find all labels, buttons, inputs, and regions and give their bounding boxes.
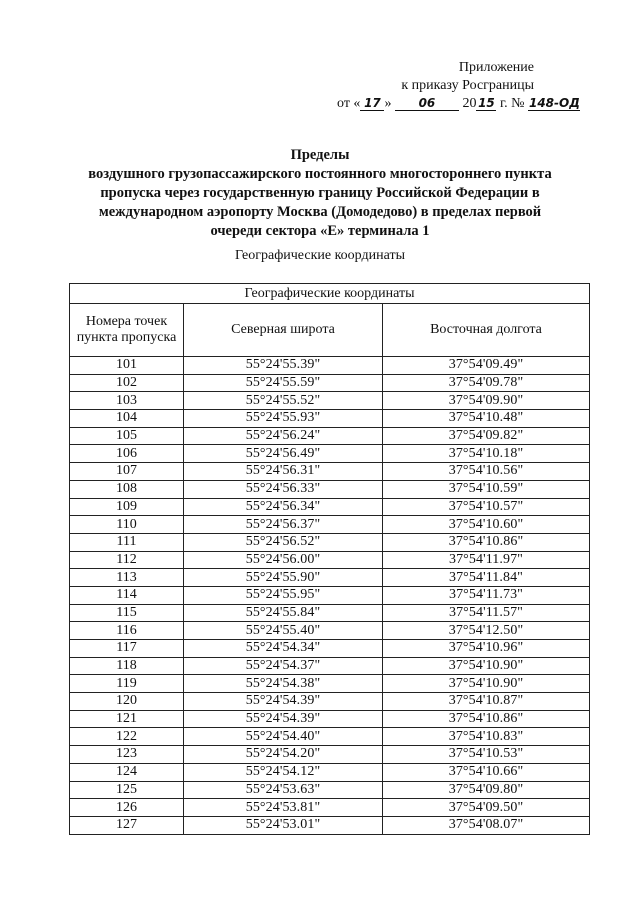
table-row: [70, 586, 590, 604]
title-line-5: очереди сектора «Е» терминала 1: [210, 223, 430, 239]
point-number-cell: 111: [70, 533, 184, 551]
longitude-cell: 37°54'12.50": [383, 622, 590, 640]
latitude-cell: 55°24'55.39": [184, 357, 383, 375]
point-number-cell: 104: [70, 410, 184, 428]
latitude-cell: 55°24'53.01": [184, 816, 383, 834]
point-number-cell: 121: [70, 710, 184, 728]
latitude-cell: 55°24'54.37": [184, 657, 383, 675]
handwritten-month: 06: [395, 97, 459, 111]
longitude-cell: 37°54'10.66": [383, 763, 590, 781]
latitude-cell: 55°24'55.84": [184, 604, 383, 622]
table-row: [70, 516, 590, 534]
table-row: [70, 763, 590, 781]
latitude-cell: 55°24'54.20": [184, 746, 383, 764]
order-date-line: [337, 96, 580, 112]
latitude-cell: 55°24'54.39": [184, 693, 383, 711]
point-number-cell: 119: [70, 675, 184, 693]
point-number-cell: 116: [70, 622, 184, 640]
table-row: [70, 410, 590, 428]
header-longitude: Восточная долгота: [383, 304, 590, 357]
date-prefix: от «: [337, 96, 361, 111]
latitude-cell: 55°24'55.52": [184, 392, 383, 410]
handwritten-order-number: 148-ОД: [528, 96, 580, 110]
header-latitude: Северная широта: [184, 304, 383, 357]
longitude-cell: 37°54'10.87": [383, 693, 590, 711]
table-row: [70, 480, 590, 498]
point-number-cell: 123: [70, 746, 184, 764]
point-number-cell: 101: [70, 357, 184, 375]
longitude-cell: 37°54'10.86": [383, 710, 590, 728]
title-line-4: международном аэропорту Москва (Домодедово) в пределах первой: [98, 204, 542, 220]
order-number-label: г. №: [499, 96, 525, 111]
longitude-cell: 37°54'10.53": [383, 746, 590, 764]
date-quote-close: »: [384, 96, 392, 111]
latitude-cell: 55°24'55.40": [184, 622, 383, 640]
point-number-cell: 102: [70, 374, 184, 392]
table-row: [70, 622, 590, 640]
longitude-cell: 37°54'11.97": [383, 551, 590, 569]
latitude-cell: 55°24'55.90": [184, 569, 383, 587]
longitude-cell: 37°54'10.56": [383, 463, 590, 481]
longitude-cell: 37°54'11.84": [383, 569, 590, 587]
table-row: [70, 357, 590, 375]
latitude-cell: 55°24'55.59": [184, 374, 383, 392]
latitude-cell: 55°24'53.81": [184, 799, 383, 817]
latitude-cell: 55°24'56.34": [184, 498, 383, 516]
longitude-cell: 37°54'10.57": [383, 498, 590, 516]
table-row: [70, 675, 590, 693]
latitude-cell: 55°24'54.38": [184, 675, 383, 693]
table-row: [70, 640, 590, 658]
table-caption-row: [70, 284, 590, 304]
latitude-cell: 55°24'53.63": [184, 781, 383, 799]
latitude-cell: 55°24'55.95": [184, 586, 383, 604]
longitude-cell: 37°54'10.18": [383, 445, 590, 463]
table-row: [70, 463, 590, 481]
point-number-cell: 106: [70, 445, 184, 463]
table-row: [70, 604, 590, 622]
latitude-cell: 55°24'56.24": [184, 427, 383, 445]
point-number-cell: 125: [70, 781, 184, 799]
latitude-cell: 55°24'54.12": [184, 763, 383, 781]
table-row: [70, 728, 590, 746]
year-century: 20: [462, 96, 477, 111]
point-number-cell: 120: [70, 693, 184, 711]
point-number-cell: 115: [70, 604, 184, 622]
longitude-cell: 37°54'09.90": [383, 392, 590, 410]
point-number-cell: 109: [70, 498, 184, 516]
longitude-cell: 37°54'09.49": [383, 357, 590, 375]
appendix-label: Приложение: [458, 60, 534, 75]
longitude-cell: 37°54'09.82": [383, 427, 590, 445]
point-number-cell: 103: [70, 392, 184, 410]
table-row: [70, 392, 590, 410]
latitude-cell: 55°24'54.39": [184, 710, 383, 728]
table-row: [70, 427, 590, 445]
handwritten-day: 17: [360, 97, 384, 111]
table-row: [70, 693, 590, 711]
latitude-cell: 55°24'56.00": [184, 551, 383, 569]
table-caption: Географические координаты: [70, 284, 590, 304]
table-row: [70, 816, 590, 834]
latitude-cell: 55°24'54.34": [184, 640, 383, 658]
latitude-cell: 55°24'56.33": [184, 480, 383, 498]
table-row: [70, 746, 590, 764]
point-number-cell: 105: [70, 427, 184, 445]
header-point-number: Номера точек пункта пропуска: [70, 304, 184, 357]
point-number-cell: 110: [70, 516, 184, 534]
latitude-cell: 55°24'54.40": [184, 728, 383, 746]
document-title: [70, 146, 570, 241]
longitude-cell: 37°54'10.59": [383, 480, 590, 498]
point-number-cell: 124: [70, 763, 184, 781]
longitude-cell: 37°54'10.83": [383, 728, 590, 746]
table-row: [70, 533, 590, 551]
longitude-cell: 37°54'10.60": [383, 516, 590, 534]
table-row: [70, 551, 590, 569]
point-number-cell: 117: [70, 640, 184, 658]
table-row: [70, 498, 590, 516]
table-row: [70, 799, 590, 817]
longitude-cell: 37°54'09.78": [383, 374, 590, 392]
subtitle: Географические координаты: [235, 248, 405, 263]
point-number-cell: 112: [70, 551, 184, 569]
latitude-cell: 55°24'56.52": [184, 533, 383, 551]
title-line-1: Пределы: [290, 147, 350, 163]
longitude-cell: 37°54'10.90": [383, 657, 590, 675]
longitude-cell: 37°54'10.48": [383, 410, 590, 428]
table-row: [70, 374, 590, 392]
handwritten-year: 15: [478, 96, 495, 110]
longitude-cell: 37°54'10.86": [383, 533, 590, 551]
point-number-cell: 122: [70, 728, 184, 746]
coordinates-table: [69, 283, 590, 835]
table-row: [70, 710, 590, 728]
order-reference: к приказу Росграницы: [401, 78, 534, 93]
longitude-cell: 37°54'09.80": [383, 781, 590, 799]
table-row: [70, 569, 590, 587]
longitude-cell: 37°54'09.50": [383, 799, 590, 817]
point-number-cell: 107: [70, 463, 184, 481]
title-line-2: воздушного грузопассажирского постоянного многостороннего пункта: [88, 166, 552, 182]
latitude-cell: 55°24'56.49": [184, 445, 383, 463]
point-number-cell: 118: [70, 657, 184, 675]
latitude-cell: 55°24'55.93": [184, 410, 383, 428]
point-number-cell: 108: [70, 480, 184, 498]
longitude-cell: 37°54'10.96": [383, 640, 590, 658]
title-line-3: пропуска через государственную границу Российской Федерации в: [100, 185, 540, 201]
longitude-cell: 37°54'08.07": [383, 816, 590, 834]
point-number-cell: 114: [70, 586, 184, 604]
longitude-cell: 37°54'11.73": [383, 586, 590, 604]
point-number-cell: 127: [70, 816, 184, 834]
table-header-row: [70, 304, 590, 357]
point-number-cell: 126: [70, 799, 184, 817]
latitude-cell: 55°24'56.37": [184, 516, 383, 534]
document-header: [0, 56, 640, 116]
longitude-cell: 37°54'11.57": [383, 604, 590, 622]
table-row: [70, 781, 590, 799]
latitude-cell: 55°24'56.31": [184, 463, 383, 481]
point-number-cell: 113: [70, 569, 184, 587]
table-row: [70, 445, 590, 463]
table-row: [70, 657, 590, 675]
longitude-cell: 37°54'10.90": [383, 675, 590, 693]
